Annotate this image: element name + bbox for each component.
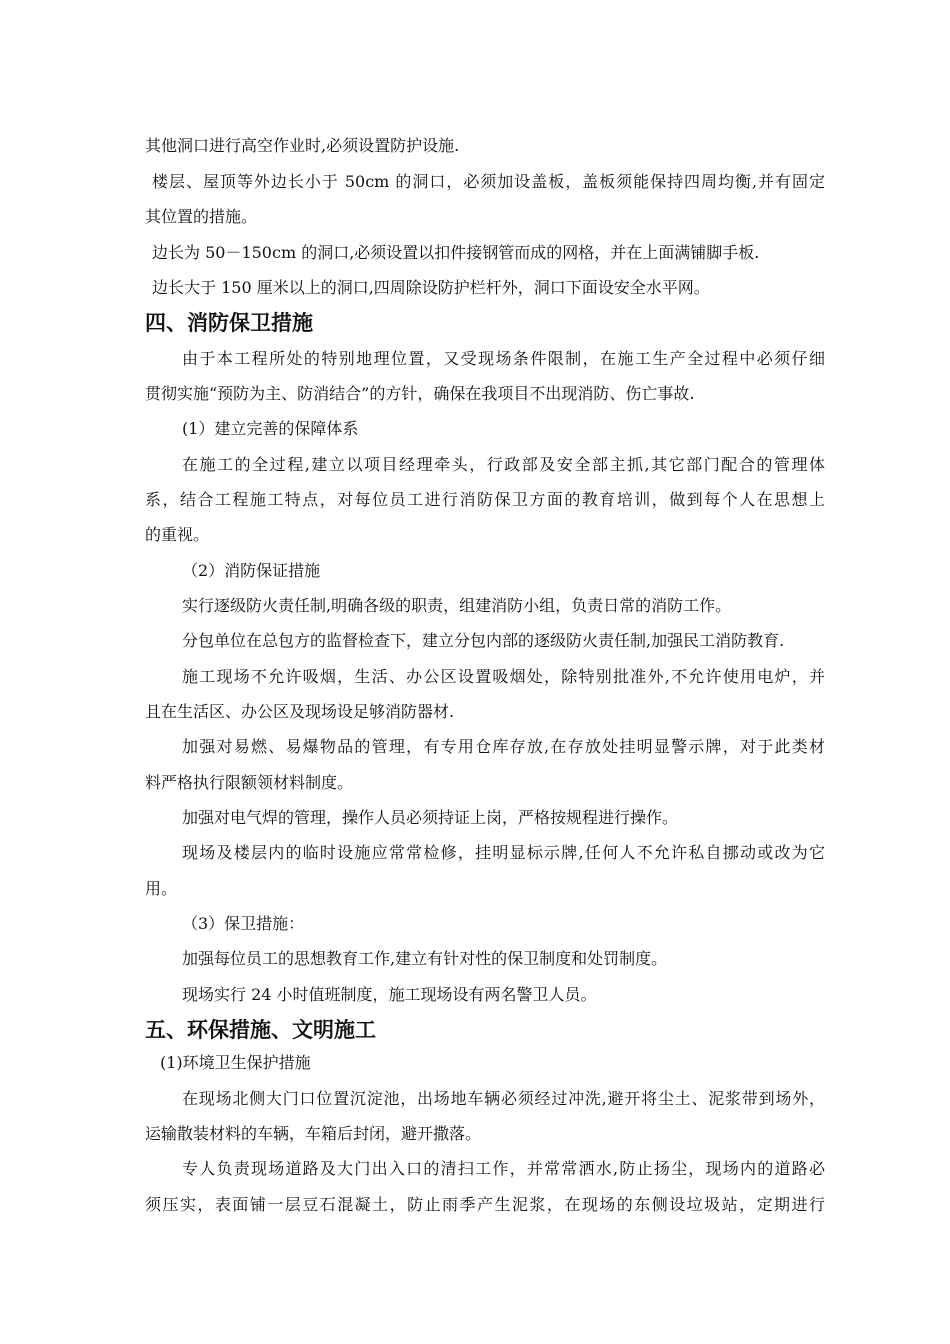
- text-line: 由于本工程所处的特别地理位置，又受现场条件限制，在施工生产全过程中必须仔细: [182, 349, 825, 368]
- text-line: 用。: [145, 879, 178, 898]
- text-line: 在施工的全过程,建立以项目经理牵头，行政部及安全部主抓,其它部门配合的管理体: [182, 455, 825, 474]
- text-line: 实行逐级防火责任制,明确各级的职责，组建消防小组，负责日常的消防工作。: [182, 596, 732, 615]
- text-line: 其他洞口进行高空作业时,必须设置防护设施.: [145, 136, 460, 155]
- text-line: 须压实，表面铺一层豆石混凝土，防止雨季产生泥浆，在现场的东侧设垃圾站，定期进行: [145, 1195, 825, 1214]
- text-line: (1）建立完善的保障体系: [182, 419, 359, 438]
- text-line: 在现场北侧大门口位置沉淀池，出场地车辆必须经过冲洗,避开将尘土、泥浆带到场外，: [182, 1089, 825, 1108]
- text-line: 楼层、屋顶等外边长小于 50cm 的洞口，必须加设盖板，盖板须能保持四周均衡,并有固定: [152, 172, 825, 191]
- text-line: 边长为 50－150cm 的洞口,必须设置以扣件接钢管而成的网格，并在上面满铺脚手板.: [152, 243, 760, 262]
- section-heading: 四、消防保卫措施: [145, 311, 313, 335]
- text-line: 加强对易燃、易爆物品的管理，有专用仓库存放,在存放处挂明显警示牌，对于此类材: [182, 737, 825, 756]
- text-line: 料严格执行限额领材料制度。: [145, 773, 354, 792]
- text-line: 且在生活区、办公区及现场设足够消防器材.: [145, 702, 455, 721]
- text-line: 专人负责现场道路及大门出入口的清扫工作，并常常洒水,防止扬尘，现场内的道路必: [182, 1159, 825, 1178]
- text-line: 边长大于 150 厘米以上的洞口,四周除设防护栏杆外，洞口下面设安全水平网。: [152, 278, 710, 297]
- text-line: 分包单位在总包方的监督检查下，建立分包内部的逐级防火责任制,加强民工消防教育.: [182, 631, 785, 650]
- text-line: (1)环境卫生保护措施: [160, 1053, 311, 1072]
- text-line: 贯彻实施“预防为主、防消结合”的方针，确保在我项目不出现消防、伤亡事故.: [145, 384, 695, 403]
- text-line: （3）保卫措施：: [182, 914, 305, 933]
- text-line: 其位置的措施。: [145, 207, 258, 226]
- text-line: 施工现场不允许吸烟，生活、办公区设置吸烟处，除特别批准外,不允许使用电炉，并: [182, 667, 825, 686]
- text-line: 加强每位员工的思想教育工作,建立有针对性的保卫制度和处罚制度。: [182, 949, 668, 968]
- text-line: 现场实行 24 小时值班制度，施工现场设有两名警卫人员。: [182, 985, 597, 1004]
- text-line: 的重视。: [145, 525, 210, 544]
- text-line: 加强对电气焊的管理，操作人员必须持证上岗，严格按规程进行操作。: [182, 808, 679, 827]
- text-line: 现场及楼层内的临时设施应常常检修，挂明显标示牌,任何人不允许私自挪动或改为它: [182, 843, 825, 862]
- text-line: （2）消防保证措施: [182, 561, 321, 580]
- text-line: 运输散装材料的车辆，车箱后封闭，避开撒落。: [145, 1124, 482, 1143]
- section-heading: 五、环保措施、文明施工: [145, 1018, 376, 1042]
- text-line: 系，结合工程施工特点，对每位员工进行消防保卫方面的教育培训，做到每个人在思想上: [145, 490, 825, 509]
